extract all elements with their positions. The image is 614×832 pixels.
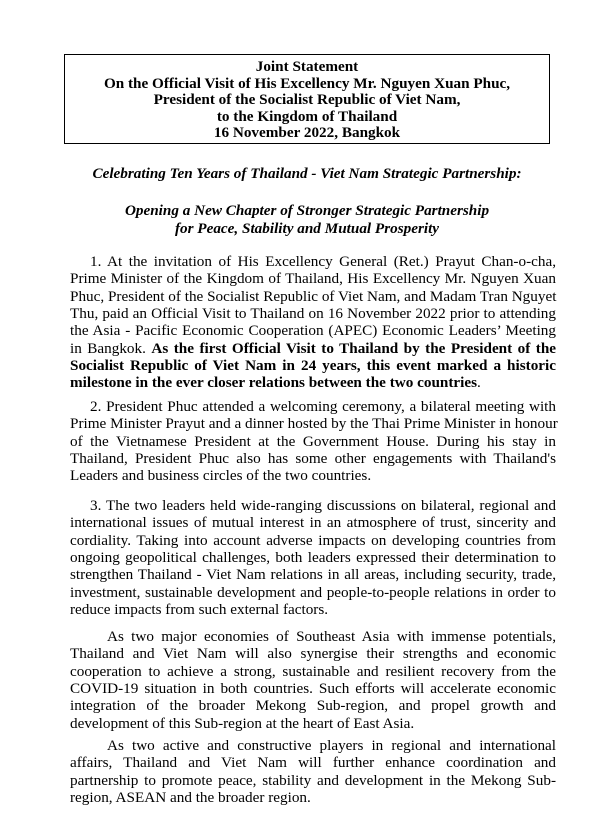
title-line: President of the Socialist Republic of Viet Nam, xyxy=(153,91,461,109)
text-line: Thailand, President Phuc also has some other engagements with Thailand's xyxy=(70,450,556,468)
text-line: international issues of mutual interest in an atmosphere of trust, sincerity and xyxy=(70,514,556,532)
text-line: 2. President Phuc attended a welcoming ceremony, a bilateral meeting with xyxy=(90,398,556,415)
text-line: 3. The two leaders held wide-ranging discussions on bilateral, regional and xyxy=(90,497,556,514)
text-line: COVID-19 situation in both countries. Such efforts will accelerate economic xyxy=(70,680,556,698)
text-line: Thailand and Viet Nam will also synergise their strengths and economic xyxy=(70,645,556,663)
text-line: As two major economies of Southeast Asia with immense potentials, xyxy=(107,628,556,645)
emphasis-line: Socialist Republic of Viet Nam in 24 years, this event marked a historic xyxy=(70,357,556,375)
title-line: Joint Statement xyxy=(255,58,359,75)
text-line: Phuc, President of the Socialist Republic of Viet Nam, and Madam Tran Nguyet xyxy=(70,287,557,305)
text-line: development of this Sub-region at the heart of East Asia. xyxy=(70,714,415,732)
subtitle-line: Opening a New Chapter of Stronger Strategic Partnership xyxy=(124,202,490,219)
emphasis-text: As the first Official Visit to Thailand by the President of the xyxy=(151,339,557,357)
subtitle-line: for Peace, Stability and Mutual Prosperity xyxy=(174,219,440,237)
text-line: Prime Minister Prayut and a dinner hosted by the Thai Prime Minister in honour xyxy=(70,415,558,433)
text-line: cordiality. Taking into account adverse impacts on developing countries from xyxy=(70,531,556,549)
text-line: the Asia - Pacific Economic Cooperation (APEC) Economic Leaders’ Meeting xyxy=(70,322,556,340)
text-run: . xyxy=(477,374,481,392)
text-line: cooperation to achieve a strong, sustainable and resilient recovery from the xyxy=(70,662,556,680)
title-line: to the Kingdom of Thailand xyxy=(216,107,398,125)
title-line: 16 November 2022, Bangkok xyxy=(213,124,401,142)
subtitle-celebrating xyxy=(0,165,614,183)
text-line: investment, sustainable development and people-to-people relations in order to xyxy=(70,583,556,601)
text-run: in Bangkok. xyxy=(70,339,146,357)
paragraph-3 xyxy=(70,497,556,618)
text-line: partnership to promote peace, stability and development in the Mekong Sub- xyxy=(70,771,556,789)
text-line xyxy=(70,340,556,357)
text-line: strengthen Thailand - Viet Nam relations in all areas, including security, trade, xyxy=(70,566,556,584)
text-line: 1. At the invitation of His Excellency General (Ret.) Prayut Chan-o-cha, xyxy=(90,253,556,270)
paragraph-5 xyxy=(70,737,556,806)
paragraph-1 xyxy=(70,253,556,392)
subtitle-line: Celebrating Ten Years of Thailand - Viet Nam Strategic Partnership: xyxy=(92,165,522,182)
emphasis-text: milestone in the ever closer relations between the two countries xyxy=(70,374,478,392)
text-line: As two active and constructive players in regional and international xyxy=(107,737,556,754)
text-line: Leaders and business circles of the two countries. xyxy=(70,467,372,485)
paragraph-2 xyxy=(70,398,556,485)
text-line: region, ASEAN and the broader region. xyxy=(70,789,311,807)
text-line: Thu, paid an Official Visit to Thailand on 16 November 2022 prior to attending xyxy=(70,305,556,323)
text-line: reduce impacts from such external factors. xyxy=(70,601,329,619)
text-line: ongoing geopolitical challenges, both leaders expressed their determination to xyxy=(70,549,556,567)
text-line: affairs, Thailand and Viet Nam will further enhance coordination and xyxy=(70,754,556,772)
subtitle-opening xyxy=(0,202,614,237)
text-line: integration of the broader Mekong Sub-region, and propel growth and xyxy=(70,697,556,715)
paragraph-4 xyxy=(70,628,556,732)
text-line xyxy=(70,374,556,391)
text-line: Prime Minister of the Kingdom of Thailand, His Excellency Mr. Nguyen Xuan xyxy=(70,270,556,288)
text-line: of the Vietnamese President at the Government House. During his stay in xyxy=(70,432,556,450)
title-box xyxy=(64,54,550,144)
title-line: On the Official Visit of His Excellency Mr. Nguyen Xuan Phuc, xyxy=(103,74,511,92)
